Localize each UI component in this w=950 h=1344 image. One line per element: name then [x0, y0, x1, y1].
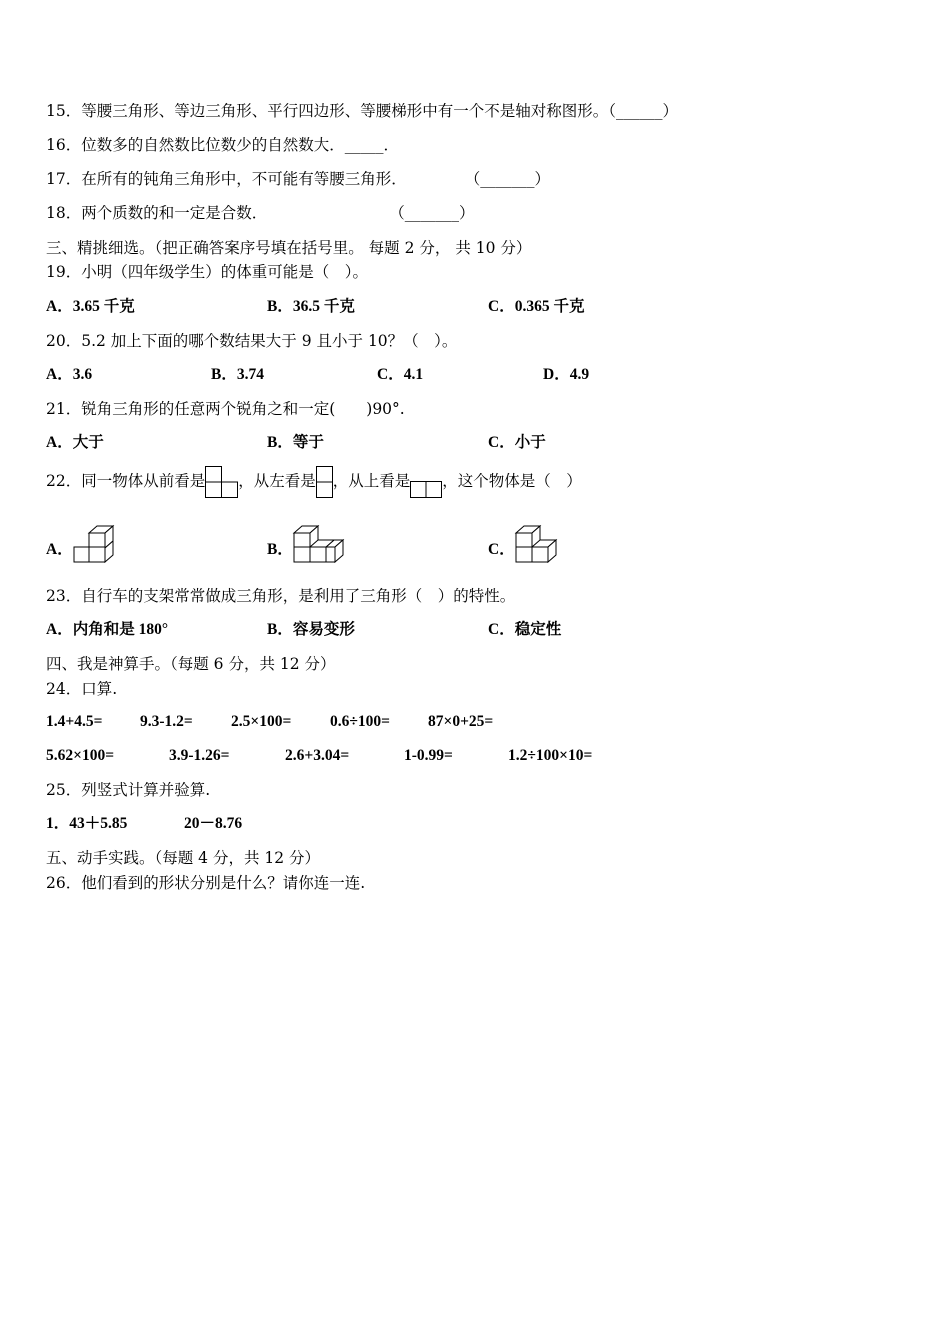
question-22-part2: ，从左看是	[238, 472, 316, 490]
q24-item: 9.3-1.2=	[140, 713, 193, 730]
front-view-figure	[205, 466, 238, 498]
q21-option-b: B．等于	[267, 434, 324, 451]
question-15: 15．等腰三角形、等边三角形、平行四边形、等腰梯形中有一个不是轴对称图形。（______）	[46, 102, 678, 120]
question-18-blank: （_______）	[389, 204, 475, 222]
q22-option-b-figure	[292, 523, 348, 563]
question-23: 23．自行车的支架常常做成三角形，是利用了三角形（ ）的特性。	[46, 587, 516, 605]
question-24: 24．口算.	[46, 680, 118, 698]
q20-option-b: B．3.74	[211, 366, 264, 383]
q19-option-b: B．36.5 千克	[267, 298, 355, 315]
q22-option-c: C．	[488, 541, 515, 558]
q22-option-a-figure	[73, 523, 117, 563]
q19-option-a: A．3.65 千克	[46, 298, 135, 315]
question-21: 21．锐角三角形的任意两个锐角之和一定( )90°.	[46, 400, 405, 418]
q24-item: 3.9-1.26=	[169, 747, 230, 764]
q25-item-1: 1．43＋5.85	[46, 815, 128, 832]
q24-item: 2.5×100=	[231, 713, 292, 730]
q22-option-b: B．	[267, 541, 293, 558]
q20-option-d: D．4.9	[543, 366, 590, 383]
question-19: 19．小明（四年级学生）的体重可能是（ ）。	[46, 263, 368, 281]
q23-option-a: A．内角和是 180°	[46, 621, 169, 638]
question-26: 26．他们看到的形状分别是什么？请你连一连.	[46, 874, 366, 892]
q24-item: 0.6÷100=	[330, 713, 390, 730]
top-view-figure	[410, 481, 442, 498]
question-17-text: 17．在所有的钝角三角形中，不可能有等腰三角形．	[46, 170, 407, 188]
question-22-part4: ，这个物体是（ ）	[442, 472, 582, 490]
question-18	[46, 203, 475, 223]
q24-item: 1.2÷100×10=	[508, 747, 593, 764]
q20-option-c: C．4.1	[377, 366, 424, 383]
q23-option-c: C．稳定性	[488, 621, 562, 638]
question-22-part3: ，从上看是	[332, 472, 411, 490]
question-20: 20．5.2 加上下面的哪个数结果大于 9 且小于 10？（ ）。	[46, 332, 458, 350]
q22-option-a: A．	[46, 541, 73, 558]
q23-option-b: B．容易变形	[267, 621, 355, 638]
q24-item: 5.62×100=	[46, 747, 115, 764]
q21-option-c: C．小于	[488, 434, 546, 451]
q24-item: 87×0+25=	[428, 713, 494, 730]
q24-item: 1.4+4.5=	[46, 713, 103, 730]
section-5-heading: 五、动手实践。（每题 4 分，共 12 分）	[46, 849, 321, 867]
left-view-figure	[316, 466, 333, 498]
question-25: 25．列竖式计算并验算.	[46, 781, 211, 799]
question-18-text: 18．两个质数的和一定是合数．	[46, 204, 268, 222]
section-4-heading: 四、我是神算手。（每题 6 分，共 12 分）	[46, 655, 336, 673]
section-3-heading: 三、精挑细选。（把正确答案序号填在括号里。 每题 2 分， 共 10 分）	[46, 239, 532, 257]
question-17-blank: （_______）	[464, 170, 550, 188]
question-17	[46, 169, 550, 189]
q21-option-a: A．大于	[46, 434, 104, 451]
q19-option-c: C．0.365 千克	[488, 298, 585, 315]
q24-item: 2.6+3.04=	[285, 747, 350, 764]
q20-option-a: A．3.6	[46, 366, 93, 383]
q22-option-c-figure	[514, 523, 560, 563]
q25-item-2: 20－8.76	[184, 815, 243, 832]
question-16: 16．位数多的自然数比位数少的自然数大．_____．	[46, 136, 399, 154]
q24-item: 1-0.99=	[404, 747, 453, 764]
question-22-part1: 22．同一物体从前看是	[46, 472, 206, 490]
question-22	[46, 464, 582, 498]
